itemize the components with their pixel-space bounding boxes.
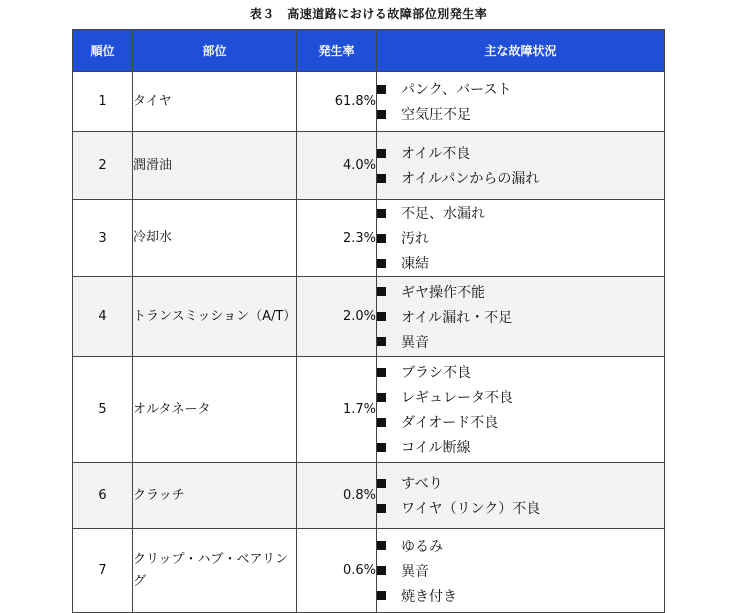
bullet-square-icon xyxy=(377,504,386,513)
issue-text: 不足、水漏れ xyxy=(401,206,485,222)
failure-rate-table xyxy=(72,29,665,613)
bullet-square-icon xyxy=(377,287,386,296)
header-row xyxy=(73,30,665,72)
issue-text: ブラシ不良 xyxy=(401,365,471,381)
bullet-square-icon xyxy=(377,541,386,550)
issue-text: レギュレータ不良 xyxy=(401,390,513,406)
issues-cell xyxy=(377,529,665,613)
bullet-square-icon xyxy=(377,337,386,346)
table-row xyxy=(73,277,665,357)
issue-item xyxy=(377,304,664,329)
table-row xyxy=(73,463,665,529)
issue-item xyxy=(377,251,664,276)
issue-item xyxy=(377,471,664,496)
issue-text: 焼き付き xyxy=(401,588,457,605)
issue-text: ゆるみ xyxy=(401,538,443,555)
issue-item xyxy=(377,77,664,102)
issue-text: オイル不良 xyxy=(401,146,471,162)
bullet-square-icon xyxy=(377,368,386,377)
table-row xyxy=(73,357,665,463)
issue-item xyxy=(377,533,664,558)
bullet-square-icon xyxy=(377,234,386,243)
header-part: 部位 xyxy=(133,30,297,72)
part-cell: オルタネータ xyxy=(133,357,297,463)
rank-cell: 6 xyxy=(73,463,133,529)
issues-cell xyxy=(377,277,665,357)
issue-text: 異音 xyxy=(401,334,429,351)
issue-item xyxy=(377,226,664,251)
issue-text: パンク、バースト xyxy=(401,82,512,98)
issue-text: ワイヤ（リンク）不良 xyxy=(401,501,541,517)
bullet-square-icon xyxy=(377,85,386,94)
issue-item xyxy=(377,385,664,410)
bullet-square-icon xyxy=(377,110,386,119)
bullet-square-icon xyxy=(377,174,386,183)
rank-cell: 5 xyxy=(73,357,133,463)
issue-text: オイル漏れ・不足 xyxy=(401,309,513,326)
issue-text: すべり xyxy=(401,476,443,492)
table-title: 表３ 高速道路における故障部位別発生率 xyxy=(249,7,488,21)
issue-item xyxy=(377,496,664,521)
issue-text: 凍結 xyxy=(401,256,429,272)
rate-cell: 0.8% xyxy=(297,463,377,529)
bullet-square-icon xyxy=(377,418,386,427)
issues-cell xyxy=(377,132,665,200)
rate-cell: 2.3% xyxy=(297,200,377,277)
issue-item xyxy=(377,201,664,226)
bullet-square-icon xyxy=(377,149,386,158)
rank-cell: 3 xyxy=(73,200,133,277)
part-cell: 潤滑油 xyxy=(133,132,297,200)
bullet-square-icon xyxy=(377,479,386,488)
rate-cell: 4.0% xyxy=(297,132,377,200)
issue-text: コイル断線 xyxy=(401,440,471,456)
issue-item xyxy=(377,329,664,354)
issue-text: 汚れ xyxy=(401,231,429,247)
issue-text: 異音 xyxy=(401,563,429,580)
rank-cell: 4 xyxy=(73,277,133,357)
part-cell: タイヤ xyxy=(133,72,297,132)
issue-text: 空気圧不足 xyxy=(401,107,471,123)
bullet-square-icon xyxy=(377,393,386,402)
bullet-square-icon xyxy=(377,591,386,600)
issue-text: ギヤ操作不能 xyxy=(401,284,485,301)
table-row xyxy=(73,132,665,200)
issue-item xyxy=(377,166,664,191)
issues-cell xyxy=(377,463,665,529)
rate-cell: 0.6% xyxy=(297,529,377,613)
issue-item xyxy=(377,102,664,127)
header-issues: 主な故障状況 xyxy=(377,30,665,72)
issues-cell xyxy=(377,357,665,463)
part-cell: 冷却水 xyxy=(133,200,297,277)
issue-item xyxy=(377,141,664,166)
rate-cell: 1.7% xyxy=(297,357,377,463)
bullet-square-icon xyxy=(377,209,386,218)
issue-item xyxy=(377,279,664,304)
issue-text: オイルパンからの漏れ xyxy=(401,171,540,187)
table-row xyxy=(73,529,665,613)
rank-cell: 7 xyxy=(73,529,133,613)
table-row xyxy=(73,72,665,132)
header-rate: 発生率 xyxy=(297,30,377,72)
table-row xyxy=(73,200,665,277)
bullet-square-icon xyxy=(377,312,386,321)
bullet-square-icon xyxy=(377,566,386,575)
bullet-square-icon xyxy=(377,443,386,452)
bullet-square-icon xyxy=(377,259,386,268)
rank-cell: 1 xyxy=(73,72,133,132)
issue-item xyxy=(377,360,664,385)
part-cell: クラッチ xyxy=(133,463,297,529)
issue-item xyxy=(377,558,664,583)
rate-cell: 2.0% xyxy=(297,277,377,357)
issue-item xyxy=(377,435,664,460)
issue-item xyxy=(377,410,664,435)
rank-cell: 2 xyxy=(73,132,133,200)
issues-cell xyxy=(377,72,665,132)
part-cell: トランスミッション（A/T） xyxy=(133,277,297,357)
issue-text: ダイオード不良 xyxy=(401,415,499,431)
issue-item xyxy=(377,583,664,608)
part-cell: クリップ・ハブ・ベアリング xyxy=(133,529,297,613)
header-rank: 順位 xyxy=(73,30,133,72)
rate-cell: 61.8% xyxy=(297,72,377,132)
issues-cell xyxy=(377,200,665,277)
